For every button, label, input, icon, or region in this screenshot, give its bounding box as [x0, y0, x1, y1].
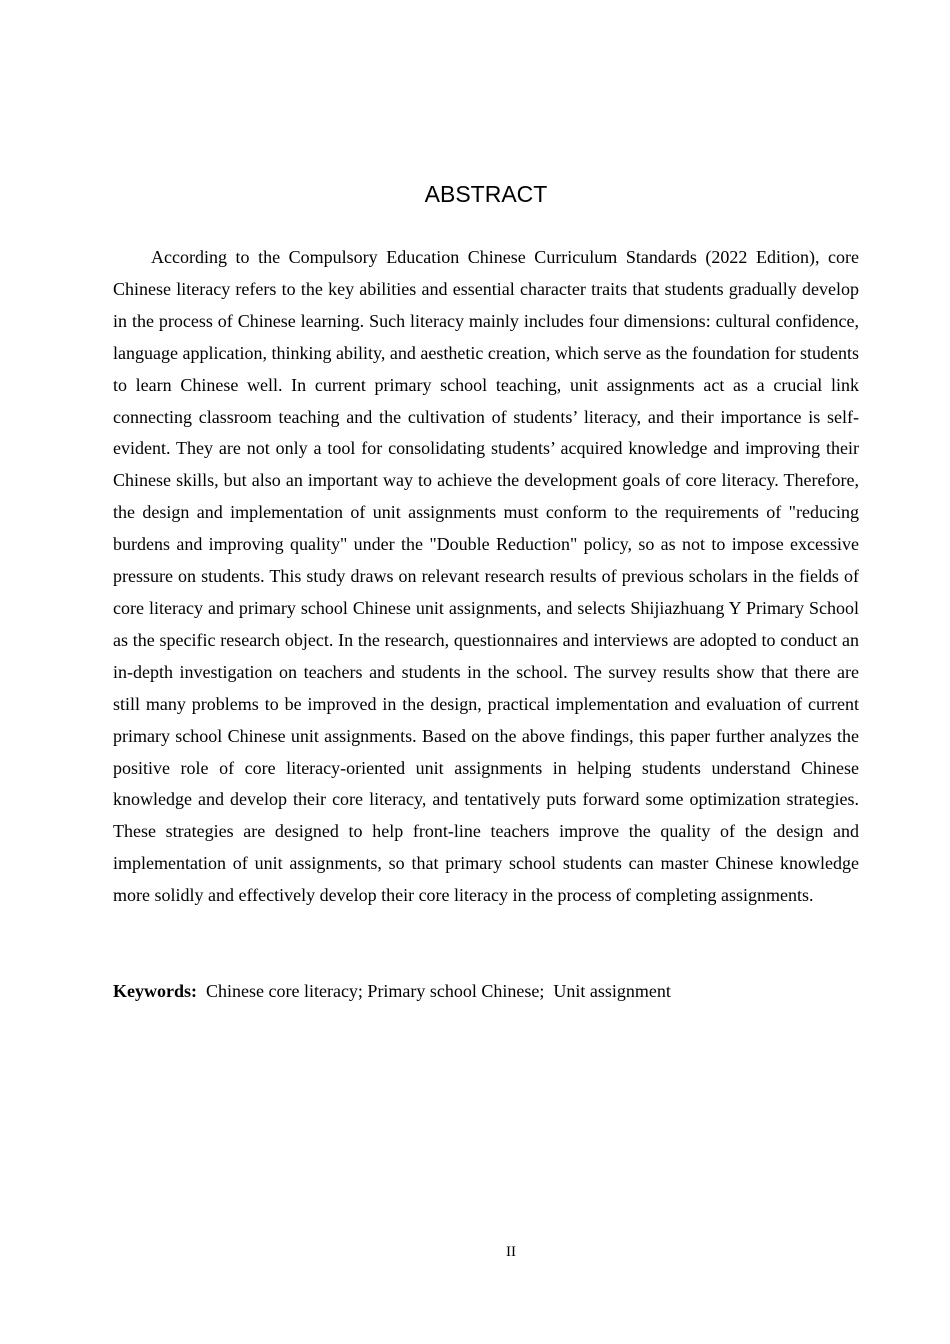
- keywords-label: Keywords:: [113, 981, 197, 1001]
- keywords-value: Chinese core literacy; Primary school Chinese; Unit assignment: [197, 981, 671, 1001]
- keywords-line: [113, 976, 859, 1008]
- page-number: II: [506, 1244, 516, 1260]
- abstract-title: ABSTRACT: [424, 181, 548, 207]
- abstract-body: According to the Compulsory Education Chinese Curriculum Standards (2022 Edition), core Chinese literacy refers to the key abilities and essential character traits that students gradually develop in the process of Chinese learning. Such literacy mainly includes four dimensions: cultural confidence, language application, thinking ability, and aesthetic creation, which serve as the foundation for students to learn Chinese well. In current primary school teaching, unit assignments act as a crucial link connecting classroom teaching and the cultivation of students’ literacy, and their importance is self-evident. They are not only a tool for consolidating students’ acquired knowledge and improving their Chinese skills, but also an important way to achieve the development goals of core literacy. Therefore, the design and implementation of unit assignments must conform to the requirements of "reducing burdens and improving quality" under the "Double Reduction" policy, so as not to impose excessive pressure on students. This study draws on relevant research results of previous scholars in the fields of core literacy and primary school Chinese unit assignments, and selects Shijiazhuang Y Primary School as the specific research object. In the research, questionnaires and interviews are adopted to conduct an in-depth investigation on teachers and students in the school. The survey results show that there are still many problems to be improved in the design, practical implementation and evaluation of current primary school Chinese unit assignments. Based on the above findings, this paper further analyzes the positive role of core literacy-oriented unit assignments in helping students understand Chinese knowledge and develop their core literacy, and tentatively puts forward some optimization strategies. These strategies are designed to help front-line teachers improve the quality of the design and implementation of unit assignments, so that primary school students can master Chinese knowledge more solidly and effectively develop their core literacy in the process of completing assignments.: [113, 247, 859, 906]
